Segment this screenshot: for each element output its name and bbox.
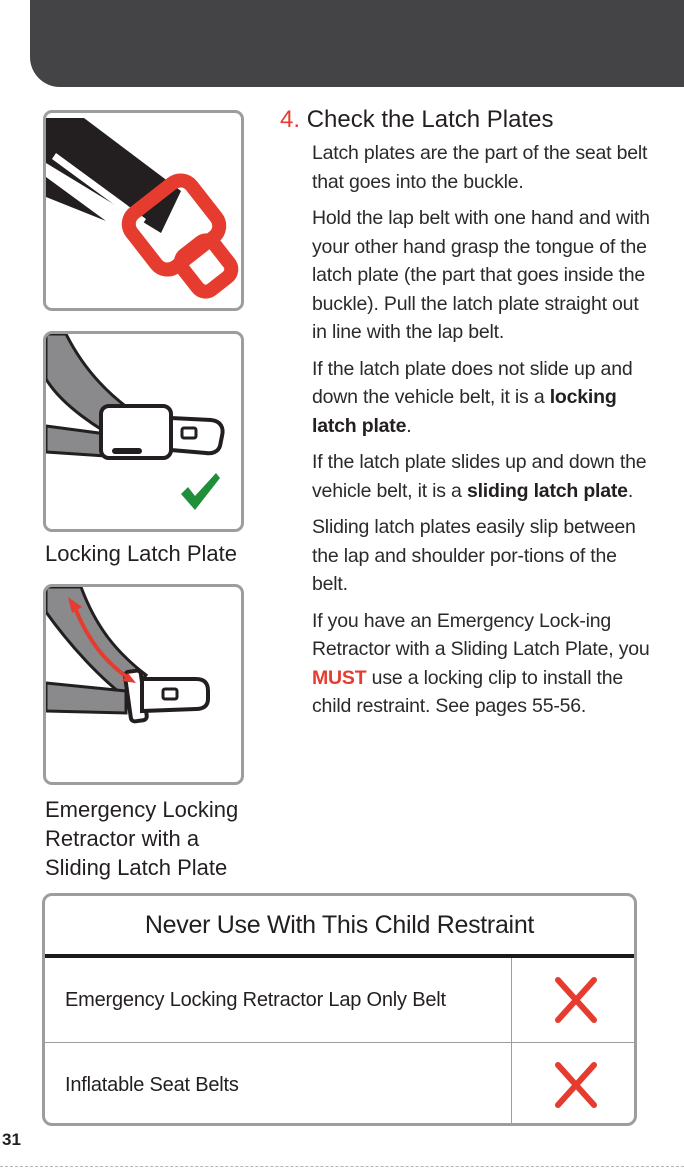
step-number: 4. (280, 106, 301, 133)
page-number: 31 (2, 1130, 21, 1149)
text: . (406, 414, 412, 437)
red-x-icon (554, 976, 598, 1024)
paragraph-locking (312, 355, 650, 441)
caption-line: Emergency Locking (45, 797, 239, 822)
header-band (30, 0, 684, 87)
instructions-column (280, 105, 650, 729)
never-use-table (42, 893, 637, 1126)
checkmark-icon (178, 470, 222, 514)
row-label: Emergency Locking Retractor Lap Only Belt (65, 989, 446, 1011)
latch-plate-illustration (43, 110, 244, 311)
row-label: Inflatable Seat Belts (65, 1074, 239, 1096)
paragraph-definition: Latch plates are the part of the seat belt that goes into the buckle. (312, 142, 648, 193)
text: If you have an Emergency Lock-ing Retractor with a Sliding Latch Plate, you (312, 609, 650, 660)
text: . (627, 479, 634, 502)
row-mark-cell (511, 958, 637, 1042)
table-row (45, 1043, 634, 1126)
red-x-icon (554, 1061, 598, 1109)
caption-line: Retractor with a (45, 826, 200, 851)
caption-line: Sliding Latch Plate (45, 855, 228, 880)
bold-term: sliding latch plate (466, 479, 628, 502)
paragraph-sliding (312, 448, 650, 505)
latch-plate-icon (46, 113, 244, 311)
step-title: Check the Latch Plates (306, 106, 554, 133)
text: If the latch plate slides up and down the vehicle belt, it is a (312, 451, 647, 502)
must-emphasis: MUST (312, 666, 367, 689)
sliding-latch-plate-illustration (43, 584, 244, 785)
sliding-latch-icon (46, 587, 244, 785)
paragraph-test-instructions: Hold the lap belt with one hand and with your other hand grasp the tongue of the latch plate (the part that goes inside the buckle). Pull the latch plate straight out in line with the lap belt. (312, 207, 650, 343)
text: use a locking clip to install the child restraint. See pages 55-56. (312, 666, 624, 717)
bold-term: locking latch plate (312, 386, 617, 437)
table-row (45, 958, 634, 1043)
locking-latch-plate-illustration (43, 331, 244, 532)
caption-sliding-latch-plate (45, 795, 238, 882)
text: If the latch plate does not slide up and down the vehicle belt, it is a (312, 357, 633, 408)
trim-line (0, 1166, 684, 1167)
caption-locking-latch-plate: Locking Latch Plate (45, 541, 238, 566)
step-heading (280, 105, 650, 135)
paragraph-warning (312, 607, 650, 721)
table-title: Never Use With This Child Restraint (45, 896, 634, 958)
row-mark-cell (511, 1043, 637, 1126)
paragraph-sliding-description: Sliding latch plates easily slip between the lap and shoulder por-tions of the belt. (312, 516, 636, 595)
